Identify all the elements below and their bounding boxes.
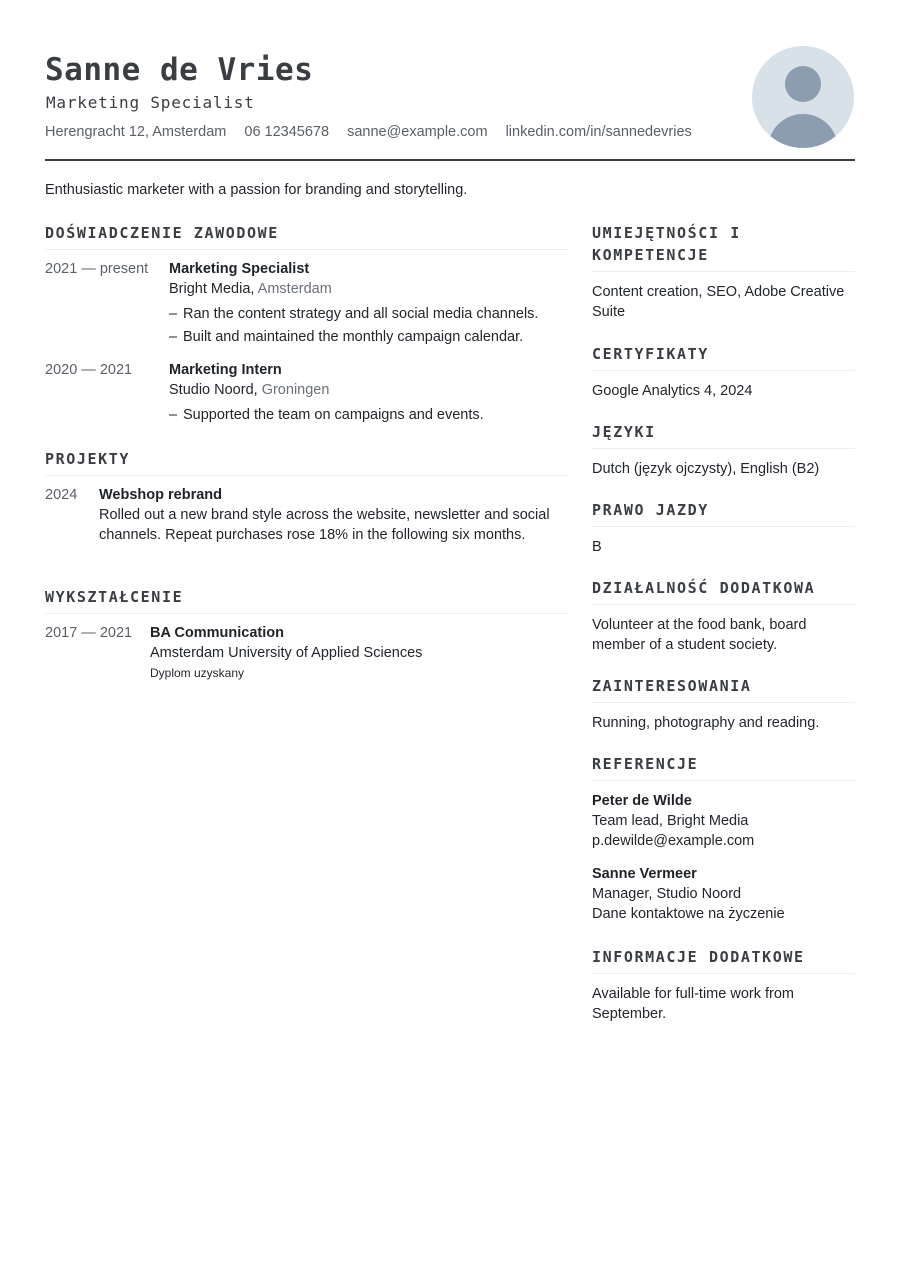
header-divider bbox=[45, 159, 855, 161]
reference-contact: Dane kontaktowe na życzenie bbox=[592, 906, 785, 922]
reference-position: Manager, Studio Noord bbox=[592, 886, 742, 902]
extra-activity-text: Volunteer at the food bank, board member of a student society. bbox=[592, 617, 807, 653]
certificates-section bbox=[592, 343, 855, 401]
extra-activity-section bbox=[592, 577, 855, 655]
contact-phone: 06 12345678 bbox=[244, 124, 330, 140]
education-entry bbox=[45, 623, 568, 683]
section-title-additional-info: INFORMACJE DODATKOWE bbox=[592, 946, 855, 974]
entry-dates: 2020 — 2021 bbox=[45, 362, 133, 378]
entry-city: Amsterdam bbox=[257, 281, 332, 297]
entry-dates: 2017 — 2021 bbox=[45, 625, 133, 641]
education-degree: BA Communication bbox=[150, 625, 284, 641]
certificates-text: Google Analytics 4, 2024 bbox=[592, 383, 753, 399]
education-section bbox=[45, 586, 568, 683]
contact-email[interactable]: sanne@example.com bbox=[347, 124, 488, 140]
additional-info-section bbox=[592, 946, 855, 1024]
list-item: – Supported the team on campaigns and events. bbox=[169, 405, 568, 425]
candidate-name: Sanne de Vries bbox=[45, 52, 314, 88]
user-silhouette-icon bbox=[752, 46, 854, 148]
references-section bbox=[592, 753, 855, 924]
section-title-projects: PROJEKTY bbox=[45, 448, 568, 476]
summary-text: Enthusiastic marketer with a passion for branding and storytelling. bbox=[45, 182, 468, 198]
skills-text: Content creation, SEO, Adobe Creative Suite bbox=[592, 284, 845, 320]
reference-entry bbox=[592, 791, 855, 851]
section-title-experience: DOŚWIADCZENIE ZAWODOWE bbox=[45, 222, 568, 250]
entry-org-line: Bright Media, Amsterdam bbox=[169, 281, 332, 297]
additional-info-text: Available for full-time work from September. bbox=[592, 986, 794, 1022]
languages-text: Dutch (język ojczysty), English (B2) bbox=[592, 461, 820, 477]
section-title-languages: JĘZYKI bbox=[592, 421, 855, 449]
education-note: Dyplom uzyskany bbox=[150, 666, 245, 680]
section-title-references: REFERENCJE bbox=[592, 753, 855, 781]
entry-city: Groningen bbox=[261, 382, 330, 398]
contact-linkedin[interactable]: linkedin.com/in/sannedevries bbox=[505, 124, 692, 140]
section-title-education: WYKSZTAŁCENIE bbox=[45, 586, 568, 614]
section-title-interests: ZAINTERESOWANIA bbox=[592, 675, 855, 703]
languages-section bbox=[592, 421, 855, 479]
reference-position: Team lead, Bright Media bbox=[592, 813, 749, 829]
contact-line bbox=[45, 122, 706, 142]
project-entry bbox=[45, 485, 568, 545]
interests-section bbox=[592, 675, 855, 733]
entry-bullets bbox=[169, 304, 568, 347]
projects-section bbox=[45, 448, 568, 545]
project-name: Webshop rebrand bbox=[99, 487, 222, 503]
reference-name: Sanne Vermeer bbox=[592, 866, 697, 882]
experience-entry bbox=[45, 259, 568, 350]
reference-contact: p.dewilde@example.com bbox=[592, 833, 755, 849]
reference-entry bbox=[592, 864, 855, 924]
job-title: Marketing Specialist bbox=[46, 93, 255, 112]
license-text: B bbox=[592, 539, 602, 555]
experience-section bbox=[45, 222, 568, 428]
project-description: Rolled out a new brand style across the website, newsletter and social channels. Repeat purchases rose 18% in the following six months. bbox=[99, 507, 550, 543]
entry-role: Marketing Intern bbox=[169, 362, 282, 378]
list-item: – Built and maintained the monthly campaign calendar. bbox=[169, 327, 568, 347]
education-school: Amsterdam University of Applied Sciences bbox=[150, 645, 423, 661]
entry-dates: 2021 — present bbox=[45, 261, 149, 277]
avatar-head bbox=[785, 66, 821, 102]
entry-org-line: Studio Noord, Groningen bbox=[169, 382, 330, 398]
experience-entry bbox=[45, 360, 568, 428]
license-section bbox=[592, 499, 855, 557]
section-title-license: PRAWO JAZDY bbox=[592, 499, 855, 527]
contact-address: Herengracht 12, Amsterdam bbox=[45, 124, 227, 140]
entry-company: Studio Noord bbox=[169, 382, 254, 398]
section-title-certificates: CERTYFIKATY bbox=[592, 343, 855, 371]
list-item: – Ran the content strategy and all social media channels. bbox=[169, 304, 568, 324]
skills-section bbox=[592, 222, 855, 322]
entry-bullets bbox=[169, 405, 568, 425]
interests-text: Running, photography and reading. bbox=[592, 715, 820, 731]
entry-company: Bright Media bbox=[169, 281, 251, 297]
section-title-skills: UMIEJĘTNOŚCI I KOMPETENCJE bbox=[592, 222, 855, 272]
section-title-extra-activity: DZIAŁALNOŚĆ DODATKOWA bbox=[592, 577, 855, 605]
avatar-torso bbox=[768, 114, 838, 148]
project-year: 2024 bbox=[45, 487, 78, 503]
reference-name: Peter de Wilde bbox=[592, 793, 692, 809]
entry-role: Marketing Specialist bbox=[169, 261, 310, 277]
